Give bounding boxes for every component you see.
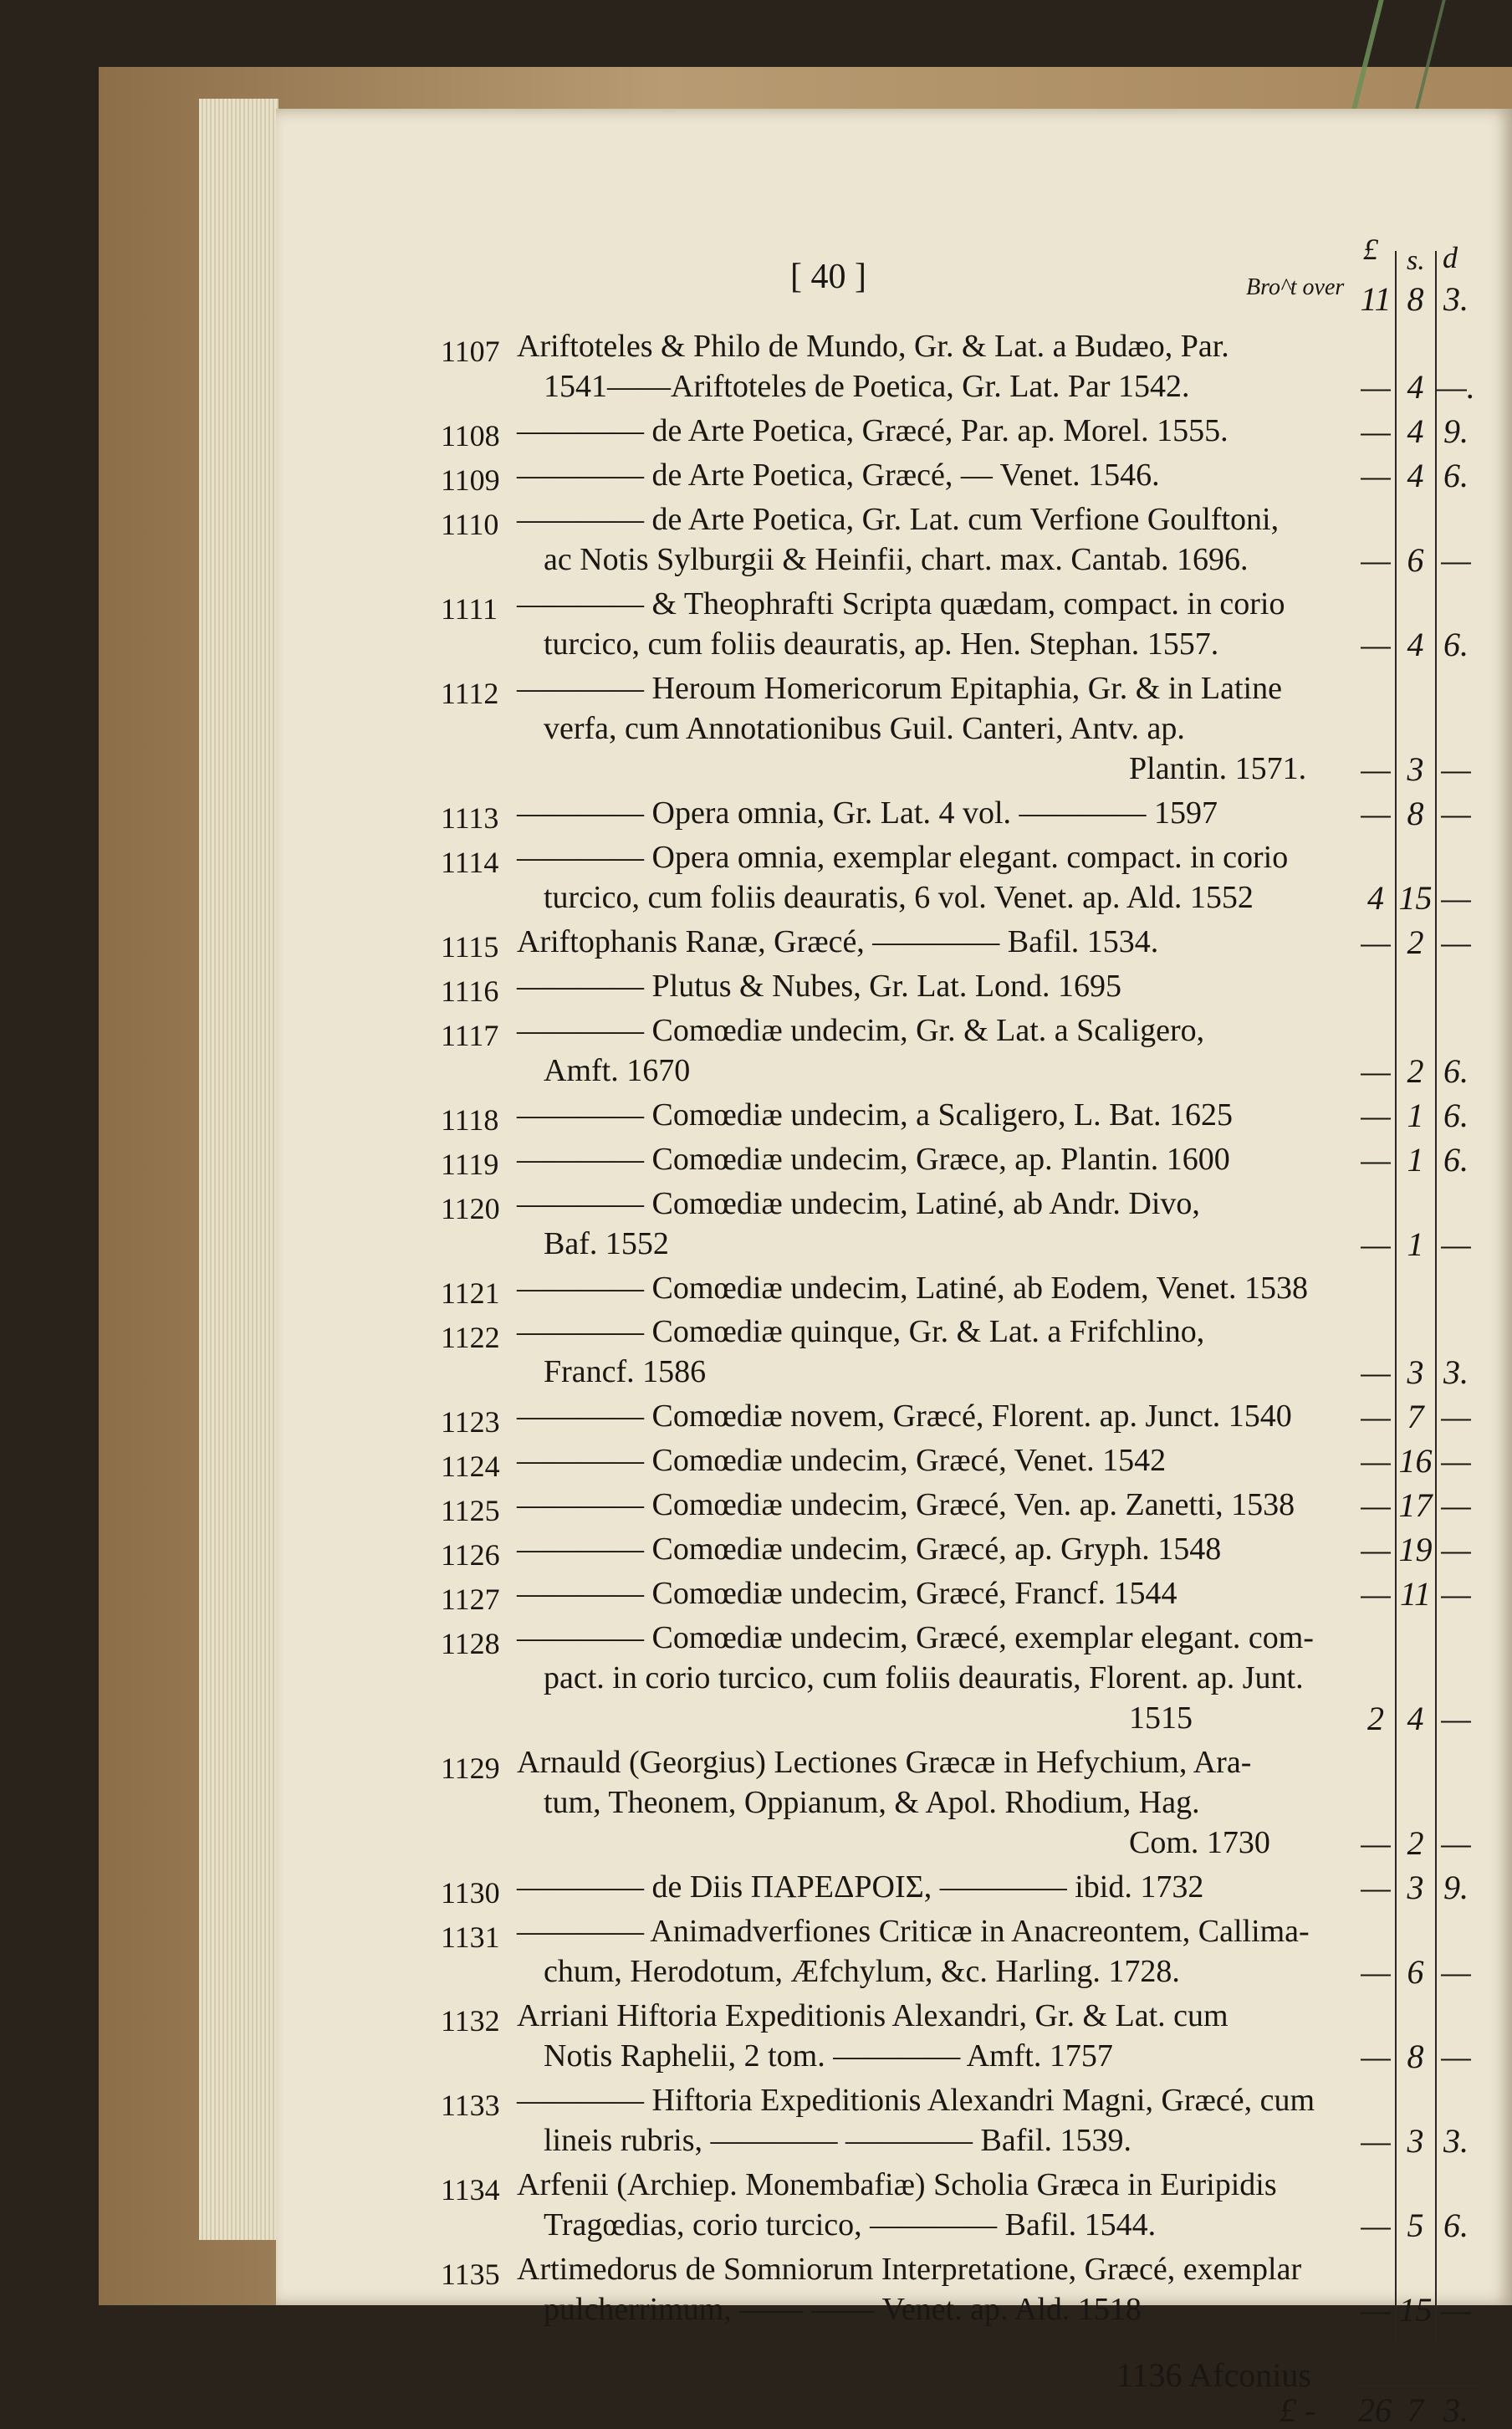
entry-amount-pounds: — [1361, 368, 1391, 407]
entry-number: 1110 [441, 508, 499, 542]
entry-number: 1116 [441, 974, 499, 1009]
entry-line: lineis rubris, ———— ———— Bafil. 1539. [544, 2123, 1131, 2159]
grand-total-pence: 3. [1443, 2391, 1469, 2429]
entry-amount-shillings: 6 [1407, 540, 1424, 579]
entry-amount-pounds: — [1361, 456, 1391, 494]
entry-line: ———— Hiftoria Expeditionis Alexandri Magni, Græcé, cum [517, 2083, 1315, 2119]
entry-amount-pounds: — [1361, 2122, 1391, 2161]
entry-amount-pence: — [1441, 878, 1471, 917]
entry-amount-shillings: 1 [1407, 1225, 1424, 1263]
entry-line: Francf. 1586 [544, 1354, 707, 1390]
entry-line: ———— Comœdiæ undecim, Latiné, ab Eodem, Venet. 1538 [517, 1270, 1308, 1306]
entry-amount-pounds: — [1361, 1096, 1391, 1134]
brought-over-pounds: 11 [1360, 280, 1392, 318]
entry-amount-pence: — [1441, 1442, 1471, 1480]
entry-amount-pence: — [1441, 540, 1471, 579]
col-header-pence: d [1443, 241, 1458, 274]
entry-line: ———— Comœdiæ undecim, Græce, ap. Plantin. 1600 [517, 1141, 1230, 1177]
entry-amount-pence: 6. [1443, 1140, 1469, 1179]
entry-number: 1111 [441, 592, 498, 626]
entry-number: 1134 [441, 2173, 500, 2207]
entry-line: ———— Plutus & Nubes, Gr. Lat. Lond. 1695 [517, 968, 1122, 1004]
entry-line: ———— Comœdiæ undecim, Græcé, Francf. 1544 [517, 1576, 1177, 1612]
entry-amount-pounds: — [1361, 540, 1391, 579]
entry-line: ———— de Arte Poetica, Græcé, — Venet. 1546. [517, 457, 1160, 493]
entry-amount-pounds: — [1361, 749, 1391, 788]
entry-line: ———— Comœdiæ quinque, Gr. & Lat. a Frifchlino, [517, 1314, 1205, 1350]
grand-total-pounds: 26 [1358, 2391, 1392, 2429]
entry-amount-pounds: — [1361, 1442, 1391, 1480]
entry-amount-pounds: — [1361, 412, 1391, 450]
entry-amount-shillings: 8 [1407, 794, 1424, 832]
entry-number: 1120 [441, 1191, 500, 1225]
entry-line: Arnauld (Georgius) Lectiones Græcæ in Hefychium, Ara- [517, 1745, 1252, 1781]
entry-amount-pence: — [1441, 1953, 1471, 1992]
entry-line: Amft. 1670 [544, 1052, 691, 1088]
entry-amount-shillings: 15 [1398, 2291, 1433, 2329]
entry-number: 1131 [441, 1920, 500, 1954]
col-header-shillings: s. [1407, 245, 1425, 276]
entry-amount-pence: 6. [1443, 2207, 1469, 2245]
entry-number: 1129 [441, 1751, 500, 1785]
entry-line: ———— Comœdiæ undecim, a Scaligero, L. Bat. 1625 [517, 1097, 1233, 1133]
entry-number: 1125 [441, 1493, 500, 1527]
entry-number: 1119 [441, 1147, 499, 1181]
catchword: 1136 Afconius [1116, 2356, 1311, 2394]
entry-amount-pence: — [1441, 2291, 1471, 2329]
entry-line: verfa, cum Annotationibus Guil. Canteri, Antv. ap. [544, 710, 1185, 746]
entry-amount-pence: 3. [1443, 1353, 1469, 1392]
entry-number: 1115 [441, 930, 499, 964]
entry-amount-pence: — [1441, 1486, 1471, 1525]
entry-amount-pounds: — [1361, 1869, 1391, 1907]
entry-amount-pence: 6. [1443, 1096, 1469, 1134]
entry-amount-shillings: 4 [1407, 456, 1424, 494]
entry-amount-pounds: — [1361, 1824, 1391, 1863]
entry-amount-pounds: — [1361, 1531, 1391, 1569]
page-number: [ 40 ] [790, 258, 866, 296]
entry-amount-shillings: 4 [1407, 1700, 1424, 1738]
entry-amount-shillings: 17 [1398, 1486, 1433, 1525]
entry-amount-shillings: 1 [1407, 1096, 1424, 1134]
entry-amount-shillings: 3 [1407, 1353, 1424, 1392]
entry-line: chum, Herodotum, Æfchylum, &c. Harling. 1728. [544, 1954, 1180, 1990]
entry-amount-pounds: 4 [1367, 878, 1384, 917]
entry-line: ———— Opera omnia, Gr. Lat. 4 vol. ———— 1597 [517, 795, 1218, 831]
entry-line: Tragœdias, corio turcico, ———— Bafil. 1544. [544, 2207, 1157, 2243]
entry-amount-pounds: — [1361, 1051, 1391, 1090]
entry-line: pulcherrimum, —— —— Venet. ap. Ald. 1518 [544, 2292, 1142, 2328]
brought-over-label: Bro^t over [1246, 274, 1345, 300]
entry-line: ———— Comœdiæ undecim, Græcé, Ven. ap. Zanetti, 1538 [517, 1487, 1295, 1523]
entry-amount-shillings: 11 [1399, 1575, 1432, 1613]
entry-line: Baf. 1552 [544, 1225, 669, 1261]
entry-number: 1113 [441, 801, 499, 836]
entry-number: 1107 [441, 335, 500, 369]
entry-line: Notis Raphelii, 2 tom. ———— Amft. 1757 [544, 2038, 1113, 2074]
entry-line: 1515 [1129, 1700, 1193, 1736]
entry-line: ———— Opera omnia, exemplar elegant. compact. in corio [517, 839, 1289, 875]
entry-amount-shillings: 15 [1398, 878, 1433, 917]
entry-line: Plantin. 1571. [1129, 750, 1307, 786]
brought-over-pence: 3. [1443, 280, 1469, 318]
entry-line: ———— de Arte Poetica, Gr. Lat. cum Verfione Goulftoni, [517, 501, 1280, 537]
entry-number: 1127 [441, 1582, 500, 1616]
entry-amount-shillings: 2 [1407, 1051, 1424, 1090]
entry-amount-pence: 9. [1443, 412, 1469, 450]
entry-amount-pounds: — [1361, 923, 1391, 961]
entry-number: 1124 [441, 1449, 500, 1483]
entry-amount-shillings: 19 [1398, 1531, 1433, 1569]
entry-amount-pence: — [1441, 1575, 1471, 1613]
entry-number: 1122 [441, 1320, 500, 1354]
entry-amount-pence: 3. [1443, 2122, 1469, 2161]
entry-number: 1109 [441, 463, 500, 498]
entry-amount-pounds: 2 [1367, 1700, 1384, 1738]
entry-amount-shillings: 4 [1407, 625, 1424, 663]
entry-amount-shillings: 6 [1407, 1953, 1424, 1992]
entry-line: ———— de Arte Poetica, Græcé, Par. ap. Morel. 1555. [517, 412, 1228, 448]
entry-amount-shillings: 8 [1407, 2038, 1424, 2076]
entry-amount-pence: —. [1437, 368, 1475, 407]
entry-amount-shillings: 5 [1407, 2207, 1424, 2245]
entry-amount-pence: 6. [1443, 1051, 1469, 1090]
entry-number: 1133 [441, 2089, 500, 2123]
entry-amount-pounds: — [1361, 2291, 1391, 2329]
entry-line: Arriani Hiftoria Expeditionis Alexandri, Gr. & Lat. cum [517, 1998, 1228, 2034]
entry-amount-pence: — [1441, 1398, 1471, 1436]
entry-number: 1117 [441, 1019, 499, 1053]
grand-total-label: £ - [1280, 2391, 1316, 2429]
entry-number: 1126 [441, 1537, 500, 1572]
entry-amount-shillings: 4 [1407, 368, 1424, 407]
entry-amount-pounds: — [1361, 1486, 1391, 1525]
entry-amount-pounds: — [1361, 1225, 1391, 1263]
entry-amount-shillings: 16 [1398, 1442, 1433, 1480]
entry-line: ac Notis Sylburgii & Heinfii, chart. max. Cantab. 1696. [544, 541, 1249, 577]
total-rule [1355, 2386, 1480, 2387]
entry-amount-shillings: 1 [1407, 1140, 1424, 1179]
entry-amount-pence: — [1441, 1700, 1471, 1738]
entry-number: 1114 [441, 846, 499, 880]
entry-line: ———— Comœdiæ novem, Græcé, Florent. ap. Junct. 1540 [517, 1399, 1292, 1434]
entry-amount-pounds: — [1361, 2207, 1391, 2245]
entry-amount-pence: — [1441, 749, 1471, 788]
entry-line: ———— Comœdiæ undecim, Græcé, Venet. 1542 [517, 1443, 1167, 1479]
entry-line: Artimedorus de Somniorum Interpretatione, Græcé, exemplar [517, 2252, 1302, 2288]
entry-amount-pounds: — [1361, 1398, 1391, 1436]
entry-number: 1130 [441, 1875, 500, 1910]
entry-number: 1123 [441, 1404, 500, 1439]
entry-line: ———— Comœdiæ undecim, Gr. & Lat. a Scaligero, [517, 1012, 1205, 1048]
entry-amount-pence: — [1441, 1225, 1471, 1263]
entry-line: ———— Comœdiæ undecim, Græcé, exemplar elegant. com- [517, 1620, 1314, 1656]
col-header-pounds: £ [1363, 233, 1378, 266]
entry-amount-shillings: 3 [1407, 1869, 1424, 1907]
entry-number: 1135 [441, 2258, 500, 2292]
entry-amount-shillings: 3 [1407, 749, 1424, 788]
entry-amount-pence: — [1441, 2038, 1471, 2076]
entry-amount-pence: 6. [1443, 625, 1469, 663]
entry-line: tum, Theonem, Oppianum, & Apol. Rhodium, Hag. [544, 1785, 1200, 1821]
entry-amount-pence: — [1441, 794, 1471, 832]
entry-line: Ariftophanis Ranæ, Græcé, ———— Bafil. 1534. [517, 923, 1159, 959]
page-edges [199, 99, 278, 2240]
entry-amount-pounds: — [1361, 1953, 1391, 1992]
entry-amount-pounds: — [1361, 1140, 1391, 1179]
entry-line: ———— Heroum Homericorum Epitaphia, Gr. & in Latine [517, 670, 1282, 706]
entry-line: Arfenii (Archiep. Monembafiæ) Scholia Græca in Euripidis [517, 2167, 1277, 2203]
entry-line: 1541——Ariftoteles de Poetica, Gr. Lat. Par 1542. [544, 369, 1190, 405]
entry-amount-pence: 6. [1443, 456, 1469, 494]
entry-amount-pounds: — [1361, 794, 1391, 832]
entry-amount-pence: — [1441, 923, 1471, 961]
entry-number: 1121 [441, 1276, 500, 1310]
entry-amount-pounds: — [1361, 625, 1391, 663]
entry-amount-pence: — [1441, 1531, 1471, 1569]
entry-amount-shillings: 2 [1407, 1824, 1424, 1863]
entry-amount-shillings: 2 [1407, 923, 1424, 961]
entry-line: pact. in corio turcico, cum foliis deauratis, Florent. ap. Junt. [544, 1660, 1304, 1696]
entry-amount-pence: 9. [1443, 1869, 1469, 1907]
entry-number: 1118 [441, 1103, 499, 1137]
entry-number: 1108 [441, 419, 500, 453]
entry-number: 1112 [441, 677, 499, 711]
entry-line: Com. 1730 [1129, 1825, 1270, 1861]
entry-number: 1128 [441, 1626, 500, 1660]
entry-amount-shillings: 7 [1407, 1398, 1424, 1436]
entry-amount-shillings: 4 [1407, 412, 1424, 450]
entry-amount-shillings: 3 [1407, 2122, 1424, 2161]
entry-line: ———— Comœdiæ undecim, Latiné, ab Andr. Divo, [517, 1185, 1200, 1221]
entry-amount-pounds: — [1361, 2038, 1391, 2076]
entry-amount-pounds: — [1361, 1575, 1391, 1613]
brought-over-shillings: 8 [1407, 280, 1424, 318]
entry-amount-pence: — [1441, 1824, 1471, 1863]
entry-line: turcico, cum foliis deauratis, ap. Hen. Stephan. 1557. [544, 626, 1219, 662]
entry-line: Ariftoteles & Philo de Mundo, Gr. & Lat. a Budæo, Par. [517, 329, 1229, 364]
entry-number: 1132 [441, 2004, 500, 2038]
entry-line: turcico, cum foliis deauratis, 6 vol. Venet. ap. Ald. 1552 [544, 879, 1254, 915]
entry-line: ———— Comœdiæ undecim, Græcé, ap. Gryph. 1548 [517, 1532, 1222, 1567]
entry-line: ———— & Theophrafti Scripta quædam, compact. in corio [517, 586, 1285, 621]
entry-amount-pounds: — [1361, 1353, 1391, 1392]
grand-total-shillings: 7 [1407, 2391, 1424, 2429]
entry-line: ———— de Diis ΠΑΡΕΔΡΟΙΣ, ———— ibid. 1732 [517, 1869, 1204, 1905]
entry-line: ———— Animadverfiones Criticæ in Anacreontem, Callima- [517, 1914, 1310, 1950]
